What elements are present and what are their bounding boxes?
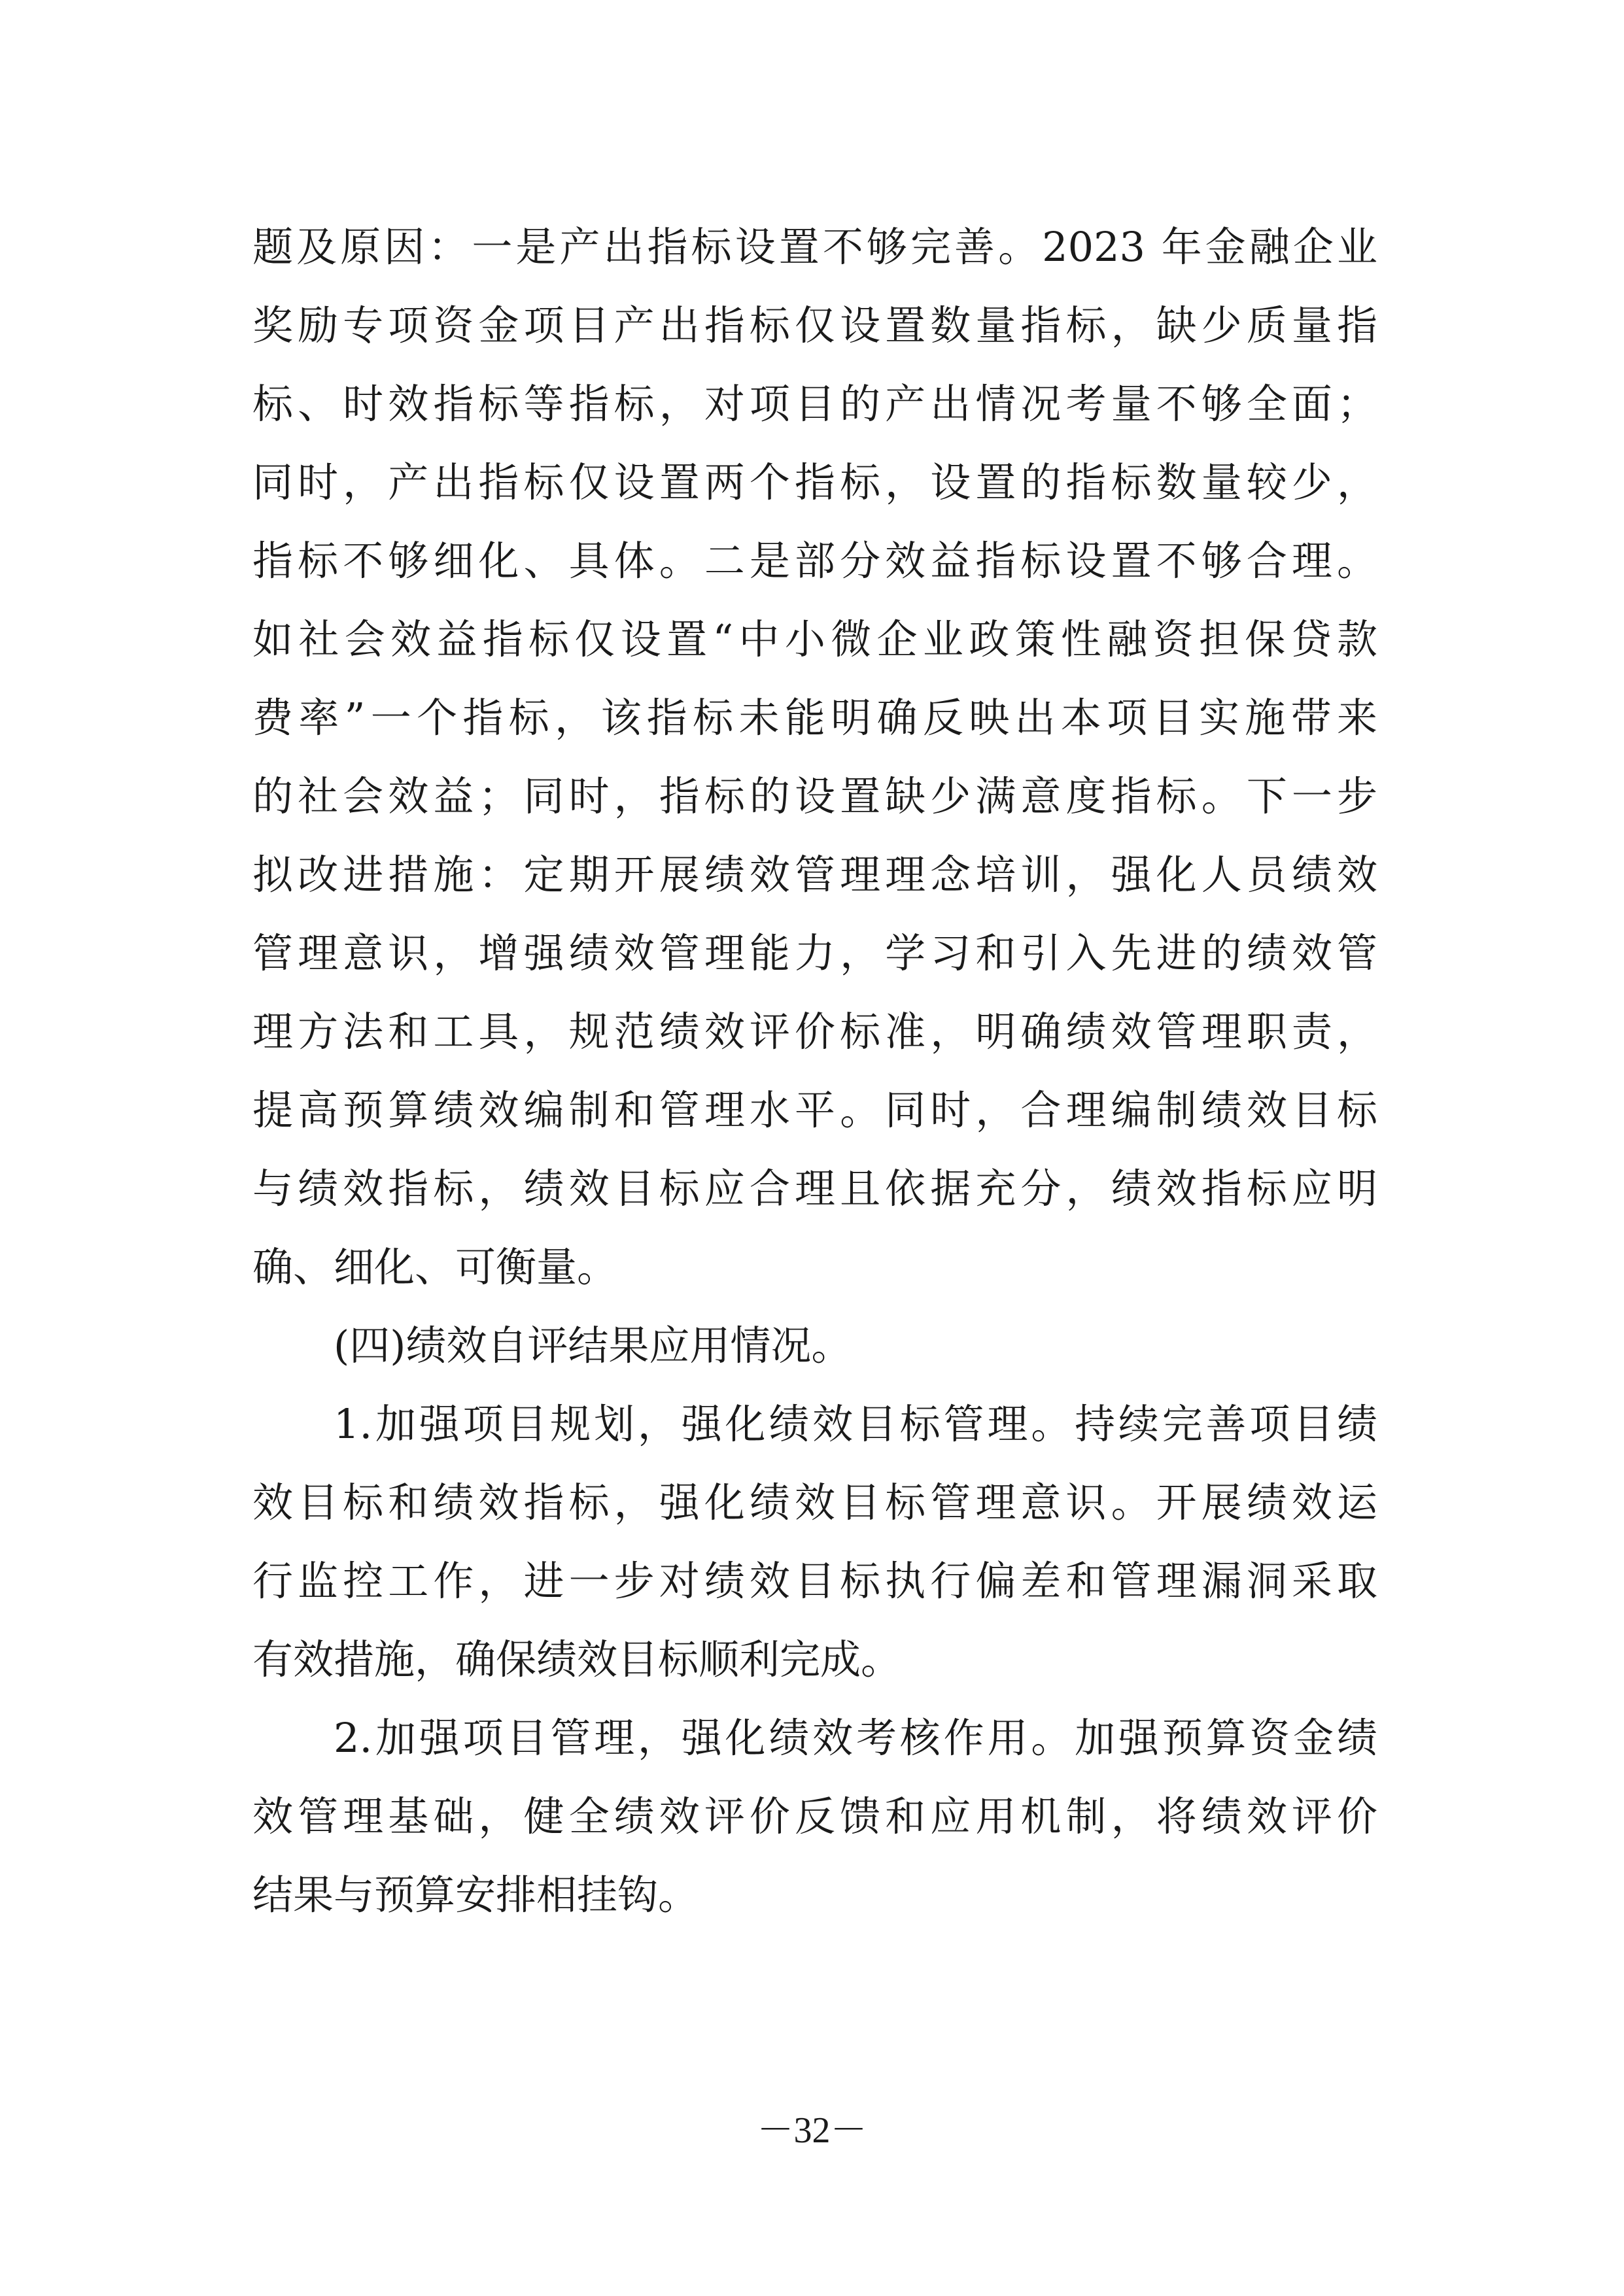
text-line: 题及原因：一是产出指标设置不够完善。2023 年金融企业: [252, 223, 1377, 271]
paragraph-problems-and-measures: [252, 208, 1377, 1307]
text-line: 理方法和工具，规范绩效评价标准，明确绩效管理职责，: [252, 1008, 1377, 1055]
text-line: 确、细化、可衡量。: [252, 1243, 618, 1291]
text-line: 拟改进措施：定期开展绩效管理理念培训，强化人员绩效: [252, 851, 1377, 899]
text-line: 同时，产出指标仅设置两个指标，设置的指标数量较少，: [252, 458, 1377, 506]
text-line: 提高预算绩效编制和管理水平。同时，合理编制绩效目标: [252, 1086, 1377, 1134]
page-number: －32－: [757, 2110, 867, 2151]
text-line: 标、时效指标等指标，对项目的产出情况考量不够全面；: [252, 380, 1377, 428]
text-line: 奖励专项资金项目产出指标仅设置数量指标，缺少质量指: [252, 301, 1377, 349]
text-line: 与绩效指标，绩效目标应合理且依据充分，绩效指标应明: [252, 1165, 1377, 1212]
text-line: 管理意识，增强绩效管理能力，学习和引入先进的绩效管: [252, 929, 1377, 977]
text-line: 2.加强项目管理，强化绩效考核作用。加强预算资金绩: [334, 1714, 1377, 1762]
text-line: 如社会效益指标仅设置“中小微企业政策性融资担保贷款: [252, 615, 1377, 663]
text-line: 1.加强项目规划，强化绩效目标管理。持续完善项目绩: [334, 1400, 1377, 1448]
text-line: 的社会效益；同时，指标的设置缺少满意度指标。下一步: [252, 772, 1377, 820]
body-text: [252, 208, 1377, 1934]
text-line: 费率”一个指标，该指标未能明确反映出本项目实施带来: [252, 694, 1377, 742]
text-line: 指标不够细化、具体。二是部分效益指标设置不够合理。: [252, 537, 1377, 585]
text-line: 行监控工作，进一步对绩效目标执行偏差和管理漏洞采取: [252, 1557, 1377, 1605]
paragraph-item-1: [252, 1385, 1377, 1699]
text-line: 结果与预算安排相挂钩。: [252, 1871, 699, 1919]
paragraph-item-2: [252, 1699, 1377, 1934]
heading-text: (四)绩效自评结果应用情况。: [334, 1322, 852, 1369]
text-line: 效目标和绩效指标，强化绩效目标管理意识。开展绩效运: [252, 1479, 1377, 1526]
text-line: 有效措施，确保绩效目标顺利完成。: [252, 1636, 902, 1683]
text-line: 效管理基础，健全绩效评价反馈和应用机制，将绩效评价: [252, 1792, 1377, 1840]
section-heading: [252, 1307, 1377, 1385]
